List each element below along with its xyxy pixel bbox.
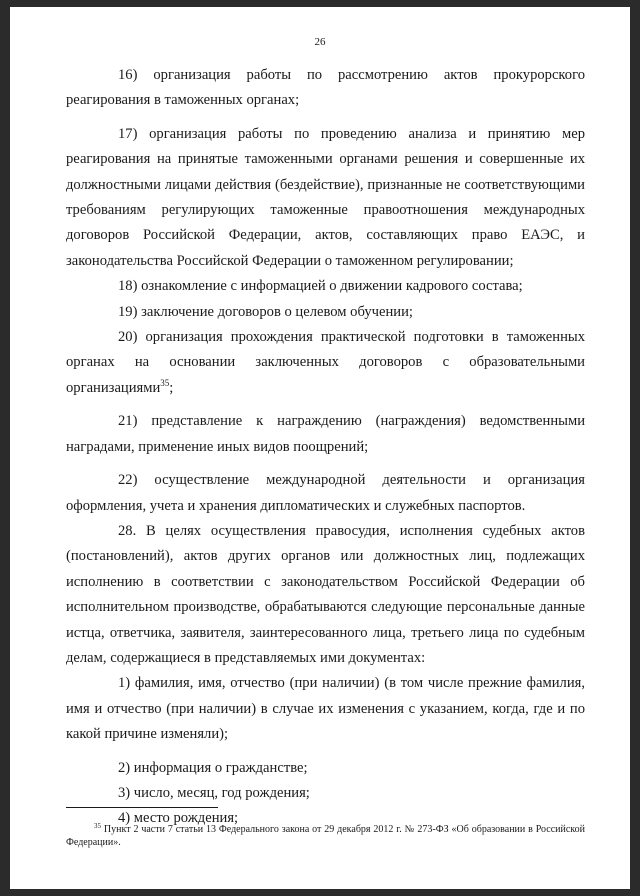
footnote-text: Пункт 2 части 7 статьи 13 Федерального закона от 29 декабря 2012 г. № 273-ФЗ «Об образовании в Российской Федерации».	[66, 824, 586, 848]
paragraph-item-1: 1) фамилия, имя, отчество (при наличии) (в том числе прежние фамилия, имя и отчество (при наличии) в случае их изменения с указанием, когда, где и по какой причине изменяли);	[66, 675, 585, 743]
paragraph-item-18: 18) ознакомление с информацией о движении кадрового состава;	[118, 278, 523, 295]
paragraph-item-20-text: 20) организация прохождения практической подготовки в таможенных органах на основании заключенных договоров с образовательными организациями	[66, 329, 585, 396]
paragraph-item-20	[66, 325, 585, 401]
paragraph-item-17: 17) организация работы по проведению анализа и принятию мер реагирования на принятые таможенными органами решения и совершенные их должностными лицами действия (бездействие), признанные не соответствующими требованиям регулирующих таможенные правоотношения международных договоров Российской Федерации, актов, составляющих право ЕАЭС, и законодательства Российской Федерации о таможенном регулировании;	[66, 125, 585, 269]
paragraph-item-19: 19) заключение договоров о целевом обучении;	[118, 303, 413, 320]
paragraph-item-20-tail: ;	[169, 379, 174, 396]
paragraph-item-16: 16) организация работы по рассмотрению актов прокурорского реагирования в таможенных органах;	[66, 67, 585, 109]
document-page	[10, 7, 630, 889]
footnote-mark: 35	[94, 822, 101, 830]
section-28-paragraph: 28. В целях осуществления правосудия, исполнения судебных актов (постановлений), актов других органов или должностных лиц, подлежащих исполнению в соответствии с законодательством Российской Федерации об исполнительном производстве, обрабатываются следующие персональные данные истца, ответчика, заявителя, заинтересованного лица, третьего лица по судебным делам, содержащиеся в представляемых ими документах:	[66, 522, 585, 666]
paragraph-item-4: 4) место рождения;	[118, 810, 239, 827]
paragraph-item-22: 22) осуществление международной деятельности и организация оформления, учета и хранения дипломатических и служебных паспортов.	[66, 472, 585, 514]
paragraph-item-21: 21) представление к награждению (награждения) ведомственными наградами, применение иных видов поощрений;	[66, 413, 585, 455]
paragraph-item-3: 3) число, месяц, год рождения;	[118, 784, 310, 801]
document-body	[66, 63, 585, 832]
footnote-reference: 35	[160, 377, 170, 388]
paragraph-item-2: 2) информация о гражданстве;	[118, 759, 308, 776]
footnote	[66, 823, 585, 849]
page-number: 26	[314, 36, 326, 48]
footnote-divider	[66, 807, 218, 808]
